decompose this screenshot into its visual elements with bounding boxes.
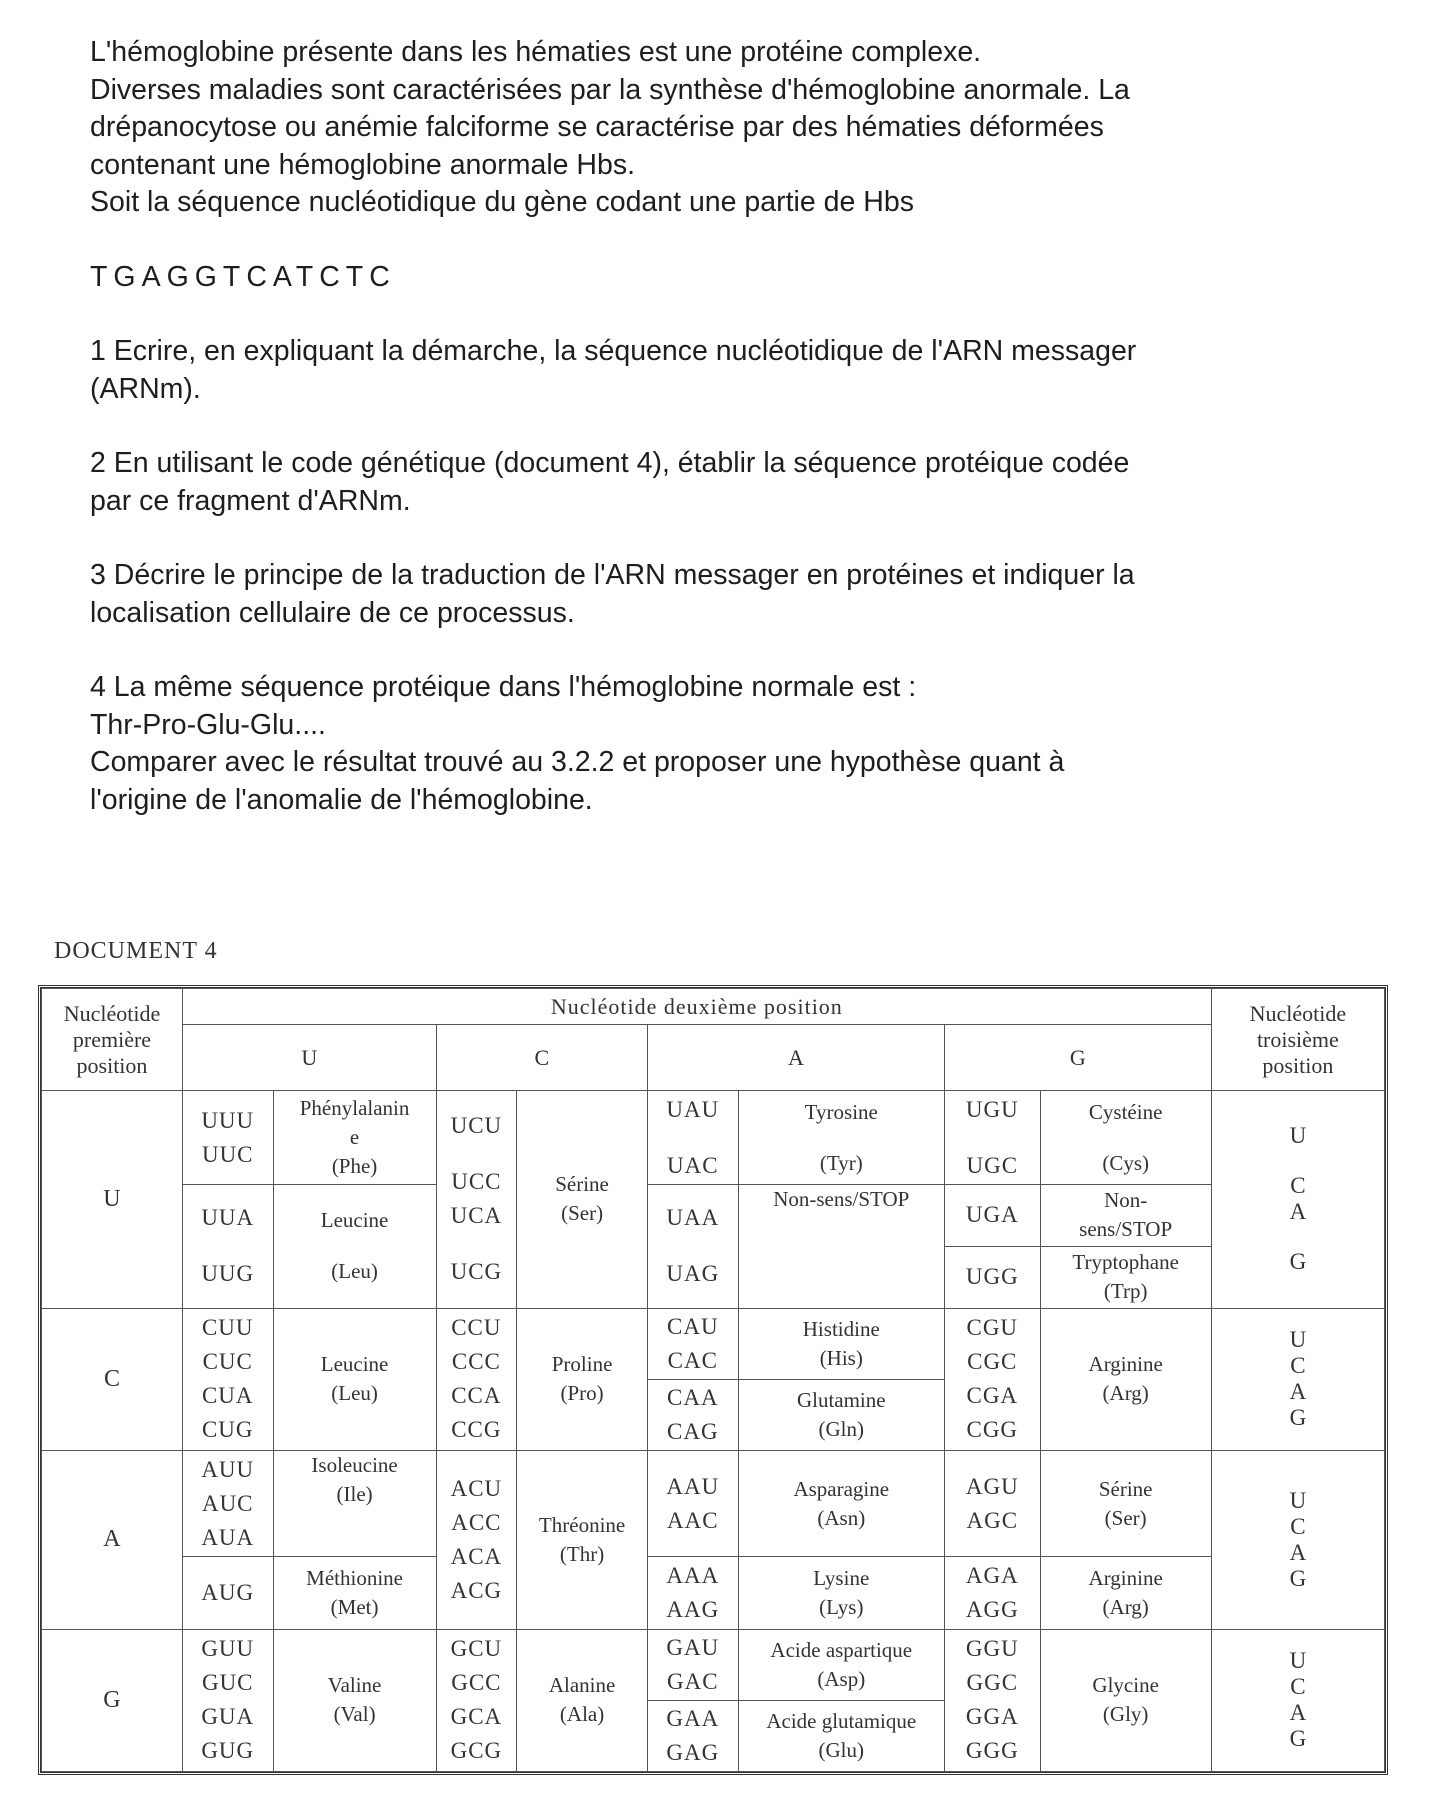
- amino-acid-cell: Leucine (Leu): [273, 1308, 436, 1450]
- intro-line: L'hémoglobine présente dans les hématies est une protéine complexe.: [90, 36, 982, 68]
- question-4-cont: Comparer avec le résultat trouvé au 3.2.2 et proposer une hypothèse quant à: [90, 746, 1065, 778]
- question-4: 4 La même séquence protéique dans l'hémoglobine normale est :: [90, 671, 917, 703]
- codon-cell: UGG: [944, 1246, 1040, 1308]
- amino-acid-cell: Asparagine (Asn): [738, 1451, 944, 1557]
- amino-acid-cell: Sérine (Ser): [517, 1091, 648, 1309]
- codon-cell: GAU GAC: [648, 1629, 739, 1700]
- amino-acid-cell: Glycine (Gly): [1040, 1629, 1211, 1771]
- first-nt-a: A: [42, 1451, 183, 1629]
- codon-cell: GAA GAG: [648, 1700, 739, 1771]
- codon-cell: AUG: [182, 1557, 273, 1629]
- amino-acid-cell: Thréonine (Thr): [517, 1451, 648, 1629]
- amino-acid-cell: Proline (Pro): [517, 1308, 648, 1450]
- amino-acid-cell: Isoleucine (Ile): [273, 1451, 436, 1557]
- codon-cell: UUU UUC: [182, 1091, 273, 1185]
- codon-cell: CAA CAG: [648, 1379, 739, 1450]
- first-nt-g: G: [42, 1629, 183, 1771]
- amino-acid-cell: Arginine (Arg): [1040, 1308, 1211, 1450]
- amino-acid-cell: Acide aspartique (Asp): [738, 1629, 944, 1700]
- amino-acid-cell: Méthionine (Met): [273, 1557, 436, 1629]
- col-header-u: U: [182, 1025, 436, 1091]
- normal-protein-sequence: Thr-Pro-Glu-Glu....: [90, 708, 326, 741]
- exercise-text: [90, 34, 1380, 819]
- codon-cell: UAA UAG: [648, 1184, 739, 1308]
- codon-cell: CAU CAC: [648, 1308, 739, 1379]
- codon-cell: ACU ACC ACA ACG: [436, 1451, 517, 1629]
- dna-sequence: TGAGGTCATCTC: [90, 260, 396, 293]
- amino-acid-cell: Lysine (Lys): [738, 1557, 944, 1629]
- codon-cell: UGU UGC: [944, 1091, 1040, 1185]
- question-1: 1 Ecrire, en expliquant la démarche, la séquence nucléotidique de l'ARN messager: [90, 335, 1137, 367]
- codon-cell: AAU AAC: [648, 1451, 739, 1557]
- question-3: 3 Décrire le principe de la traduction de l'ARN messager en protéines et indiquer la: [90, 559, 1135, 591]
- col-header-g: G: [944, 1025, 1211, 1091]
- codon-cell: CUU CUC CUA CUG: [182, 1308, 273, 1450]
- codon-cell: CGU CGC CGA CGG: [944, 1308, 1040, 1450]
- question-3-cont: localisation cellulaire de ce processus.: [90, 596, 575, 629]
- codon-cell: AGU AGC: [944, 1451, 1040, 1557]
- amino-acid-cell: Non-sens/STOP: [738, 1184, 944, 1308]
- intro-line: drépanocytose ou anémie falciforme se caractérise par des hématies déformées: [90, 111, 1104, 143]
- third-nt-cell: U C A G: [1211, 1629, 1384, 1771]
- intro-line: Diverses maladies sont caractérisées par la synthèse d'hémoglobine anormale. La: [90, 73, 1130, 106]
- first-nt-c: C: [42, 1308, 183, 1450]
- amino-acid-cell: Tryptophane (Trp): [1040, 1246, 1211, 1308]
- genetic-code-table: [38, 985, 1388, 1775]
- amino-acid-cell: Cystéine (Cys): [1040, 1091, 1211, 1185]
- document-title: DOCUMENT 4: [54, 938, 218, 964]
- amino-acid-cell: Acide glutamique (Glu): [738, 1700, 944, 1771]
- codon-cell: UAU UAC: [648, 1091, 739, 1185]
- col-header-a: A: [648, 1025, 945, 1091]
- header-second-position: Nucléotide deuxième position: [182, 989, 1211, 1025]
- codon-cell: UUA UUG: [182, 1184, 273, 1308]
- codon-cell: UCU UCC UCA UCG: [436, 1091, 517, 1309]
- first-nt-u: U: [42, 1091, 183, 1309]
- amino-acid-cell: Tyrosine (Tyr): [738, 1091, 944, 1185]
- header-first-position: Nucléotide première position: [42, 989, 183, 1091]
- codon-cell: GGU GGC GGA GGG: [944, 1629, 1040, 1771]
- amino-acid-cell: Histidine (His): [738, 1308, 944, 1379]
- question-1-cont: (ARNm).: [90, 372, 201, 405]
- question-2-cont: par ce fragment d'ARNm.: [90, 484, 411, 517]
- third-nt-cell: U C A G: [1211, 1451, 1384, 1629]
- codon-cell: UGA: [944, 1184, 1040, 1246]
- amino-acid-cell: Glutamine (Gln): [738, 1379, 944, 1450]
- codon-cell: AAA AAG: [648, 1557, 739, 1629]
- question-4-cont: l'origine de l'anomalie de l'hémoglobine.: [90, 783, 593, 816]
- header-third-position: Nucléotide troisième position: [1211, 989, 1384, 1091]
- codon-cell: GUU GUC GUA GUG: [182, 1629, 273, 1771]
- third-nt-cell: U C A G: [1211, 1308, 1384, 1450]
- codon-cell: GCU GCC GCA GCG: [436, 1629, 517, 1771]
- amino-acid-cell: Alanine (Ala): [517, 1629, 648, 1771]
- amino-acid-cell: Leucine (Leu): [273, 1184, 436, 1308]
- amino-acid-cell: Phénylalanin e (Phe): [273, 1091, 436, 1185]
- codon-cell: CCU CCC CCA CCG: [436, 1308, 517, 1450]
- intro-line: contenant une hémoglobine anormale Hbs.: [90, 148, 636, 181]
- intro-line: Soit la séquence nucléotidique du gène codant une partie de Hbs: [90, 186, 914, 218]
- amino-acid-cell: Arginine (Arg): [1040, 1557, 1211, 1629]
- question-2: 2 En utilisant le code génétique (document 4), établir la séquence protéique codée: [90, 447, 1130, 479]
- codon-cell: AGA AGG: [944, 1557, 1040, 1629]
- amino-acid-cell: Valine (Val): [273, 1629, 436, 1771]
- codon-cell: AUU AUC AUA: [182, 1451, 273, 1557]
- amino-acid-cell: Sérine (Ser): [1040, 1451, 1211, 1557]
- third-nt-cell: U C A G: [1211, 1091, 1384, 1309]
- amino-acid-cell: Non- sens/STOP: [1040, 1184, 1211, 1246]
- col-header-c: C: [436, 1025, 647, 1091]
